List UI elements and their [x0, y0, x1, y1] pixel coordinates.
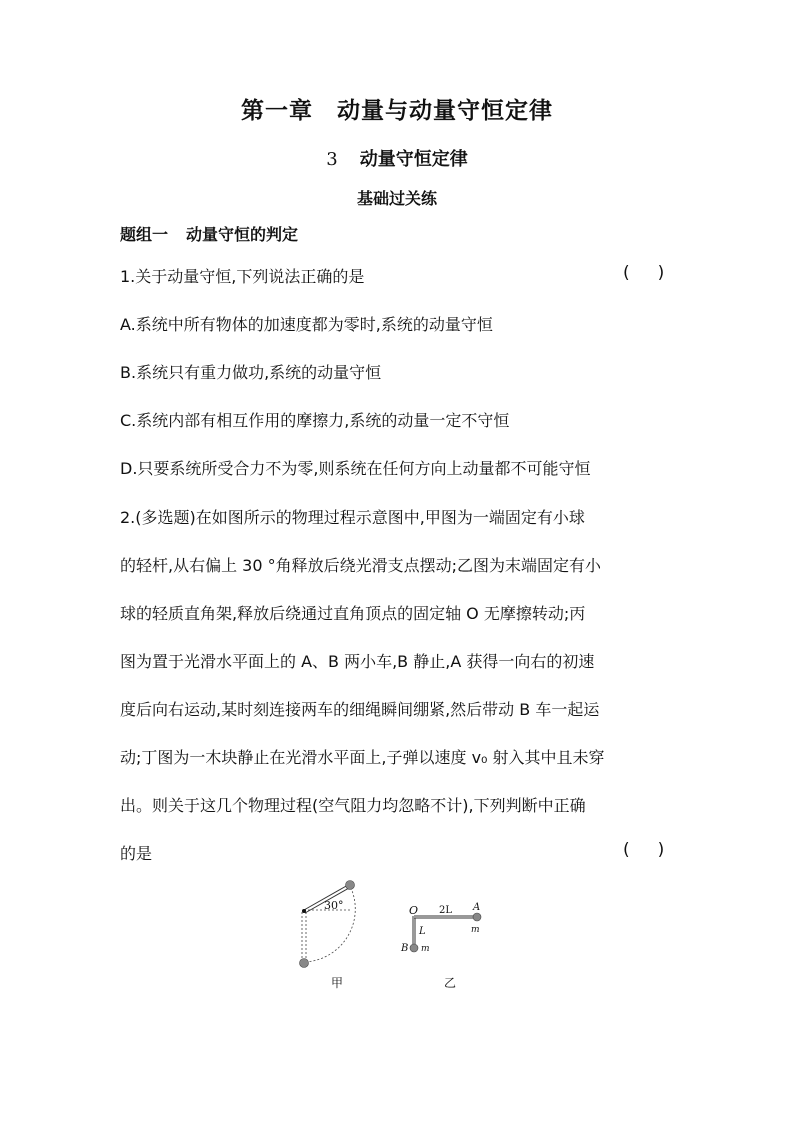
ball-a — [473, 913, 481, 921]
label-mass-b: m — [421, 944, 430, 954]
question-group-title — [120, 222, 298, 245]
question-2-line: 的轻杆,从右偏上 30 °角释放后绕光滑支点摆动;乙图为末端固定有小 — [120, 556, 602, 575]
section-number: 3 — [326, 149, 338, 170]
question-2-line: 动;丁图为一木块静止在光滑水平面上,子弹以速度 v₀ 射入其中且未穿 — [120, 748, 605, 767]
label-l: L — [419, 926, 426, 937]
question-1-option-b: B.系统只有重力做功,系统的动量守恒 — [120, 363, 382, 382]
figure-yi-caption: 乙 — [444, 976, 457, 990]
group-title-text: 动量守恒的判定 — [186, 225, 299, 244]
figure-yi-diagram — [400, 902, 481, 954]
label-2l: 2L — [439, 905, 453, 916]
figure-jia-caption: 甲 — [331, 976, 344, 990]
question-2-line: 度后向右运动,某时刻连接两车的细绳瞬间绷紧,然后带动 B 车一起运 — [120, 700, 600, 719]
subsection-title: 基础过关练 — [356, 189, 437, 208]
figure-jia-diagram — [300, 881, 356, 968]
question-2-line: 出。则关于这几个物理过程(空气阻力均忽略不计),下列判断中正确 — [120, 796, 586, 815]
physics-figure — [280, 870, 520, 1000]
angle-label: 30° — [324, 899, 344, 912]
question-2-line: 的是 — [120, 844, 153, 863]
ball-b — [410, 944, 418, 952]
paren-open: ( — [623, 840, 630, 860]
paren-close: ) — [657, 263, 665, 283]
chapter-title: 第一章 动量与动量守恒定律 — [241, 98, 553, 124]
question-1-answer-blank — [623, 263, 664, 283]
group-label: 题组一 — [120, 225, 169, 244]
question-2-line: 球的轻质直角架,释放后绕通过直角顶点的固定轴 O 无摩擦转动;丙 — [120, 604, 586, 623]
question-2-line: 图为置于光滑水平面上的 A、B 两小车,B 静止,A 获得一向右的初速 — [120, 652, 595, 671]
question-2-line: 2.(多选题)在如图所示的物理过程示意图中,甲图为一端固定有小球 — [120, 508, 585, 527]
figure-diagrams — [280, 870, 520, 1000]
paren-close: ) — [657, 840, 665, 860]
section-title — [0, 145, 794, 171]
label-a: A — [473, 902, 481, 913]
label-b: B — [401, 943, 409, 954]
ball-start — [346, 881, 355, 890]
label-mass-a: m — [471, 925, 480, 935]
section-title-text: 动量守恒定律 — [359, 149, 468, 170]
paren-open: ( — [623, 263, 630, 283]
ball-bottom — [300, 959, 309, 968]
pivot-point — [302, 909, 306, 913]
question-1-option-c: C.系统内部有相互作用的摩擦力,系统的动量一定不守恒 — [120, 411, 510, 430]
question-1-option-d: D.只要系统所受合力不为零,则系统在任何方向上动量都不可能守恒 — [120, 459, 591, 478]
question-1-stem: 1.关于动量守恒,下列说法正确的是 — [120, 267, 365, 286]
label-o: O — [409, 904, 419, 917]
question-1-option-a: A.系统中所有物体的加速度都为零时,系统的动量守恒 — [120, 315, 493, 334]
question-2-answer-blank — [623, 840, 664, 860]
